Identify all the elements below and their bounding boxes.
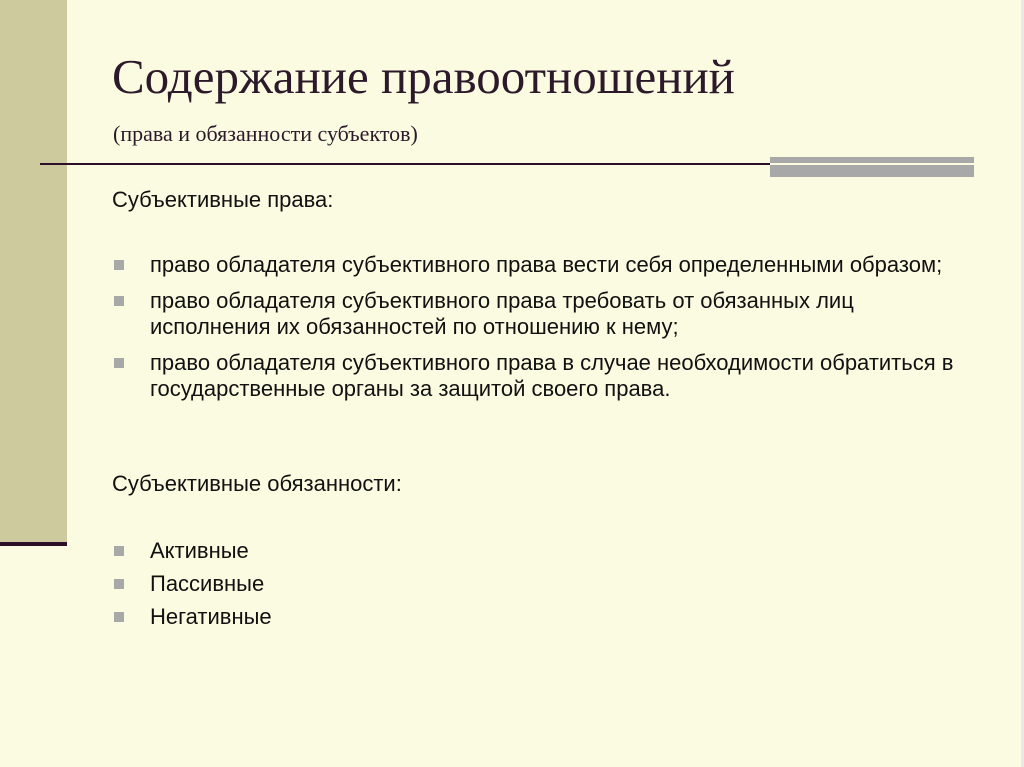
list-item-text: Негативные: [150, 604, 272, 629]
square-bullet-icon: [114, 546, 124, 556]
slide-subtitle: (права и обязанности субъектов): [113, 121, 418, 146]
list-item: [112, 350, 972, 402]
list-item-text: Пассивные: [150, 571, 265, 596]
slide-title: Содержание правоотношений: [112, 49, 735, 104]
left-band-divider: [0, 542, 67, 546]
list-item-text: право обладателя субъективного права требовать от обязанных лиц исполнения их обязанностей по отношению к нему;: [150, 288, 854, 339]
square-bullet-icon: [114, 358, 124, 368]
duties-heading: Субъективные обязанности:: [112, 471, 402, 496]
duties-list: [112, 538, 712, 637]
square-bullet-icon: [114, 296, 124, 306]
list-item: [112, 252, 972, 278]
list-item-text: право обладателя субъективного права вести себя определенными образом;: [150, 252, 943, 277]
list-item: [112, 604, 712, 630]
rights-list: [112, 252, 972, 412]
left-decorative-band: [0, 0, 67, 545]
list-item: [112, 288, 972, 340]
square-bullet-icon: [114, 612, 124, 622]
title-accent-bar: [770, 157, 974, 177]
square-bullet-icon: [114, 260, 124, 270]
list-item-text: Активные: [150, 538, 249, 563]
list-item: [112, 571, 712, 597]
list-item: [112, 538, 712, 564]
list-item-text: право обладателя субъективного права в случае необходимости обратиться в государственные органы за защитой своего права.: [150, 350, 954, 401]
rights-heading: Субъективные права:: [112, 187, 334, 212]
square-bullet-icon: [114, 579, 124, 589]
